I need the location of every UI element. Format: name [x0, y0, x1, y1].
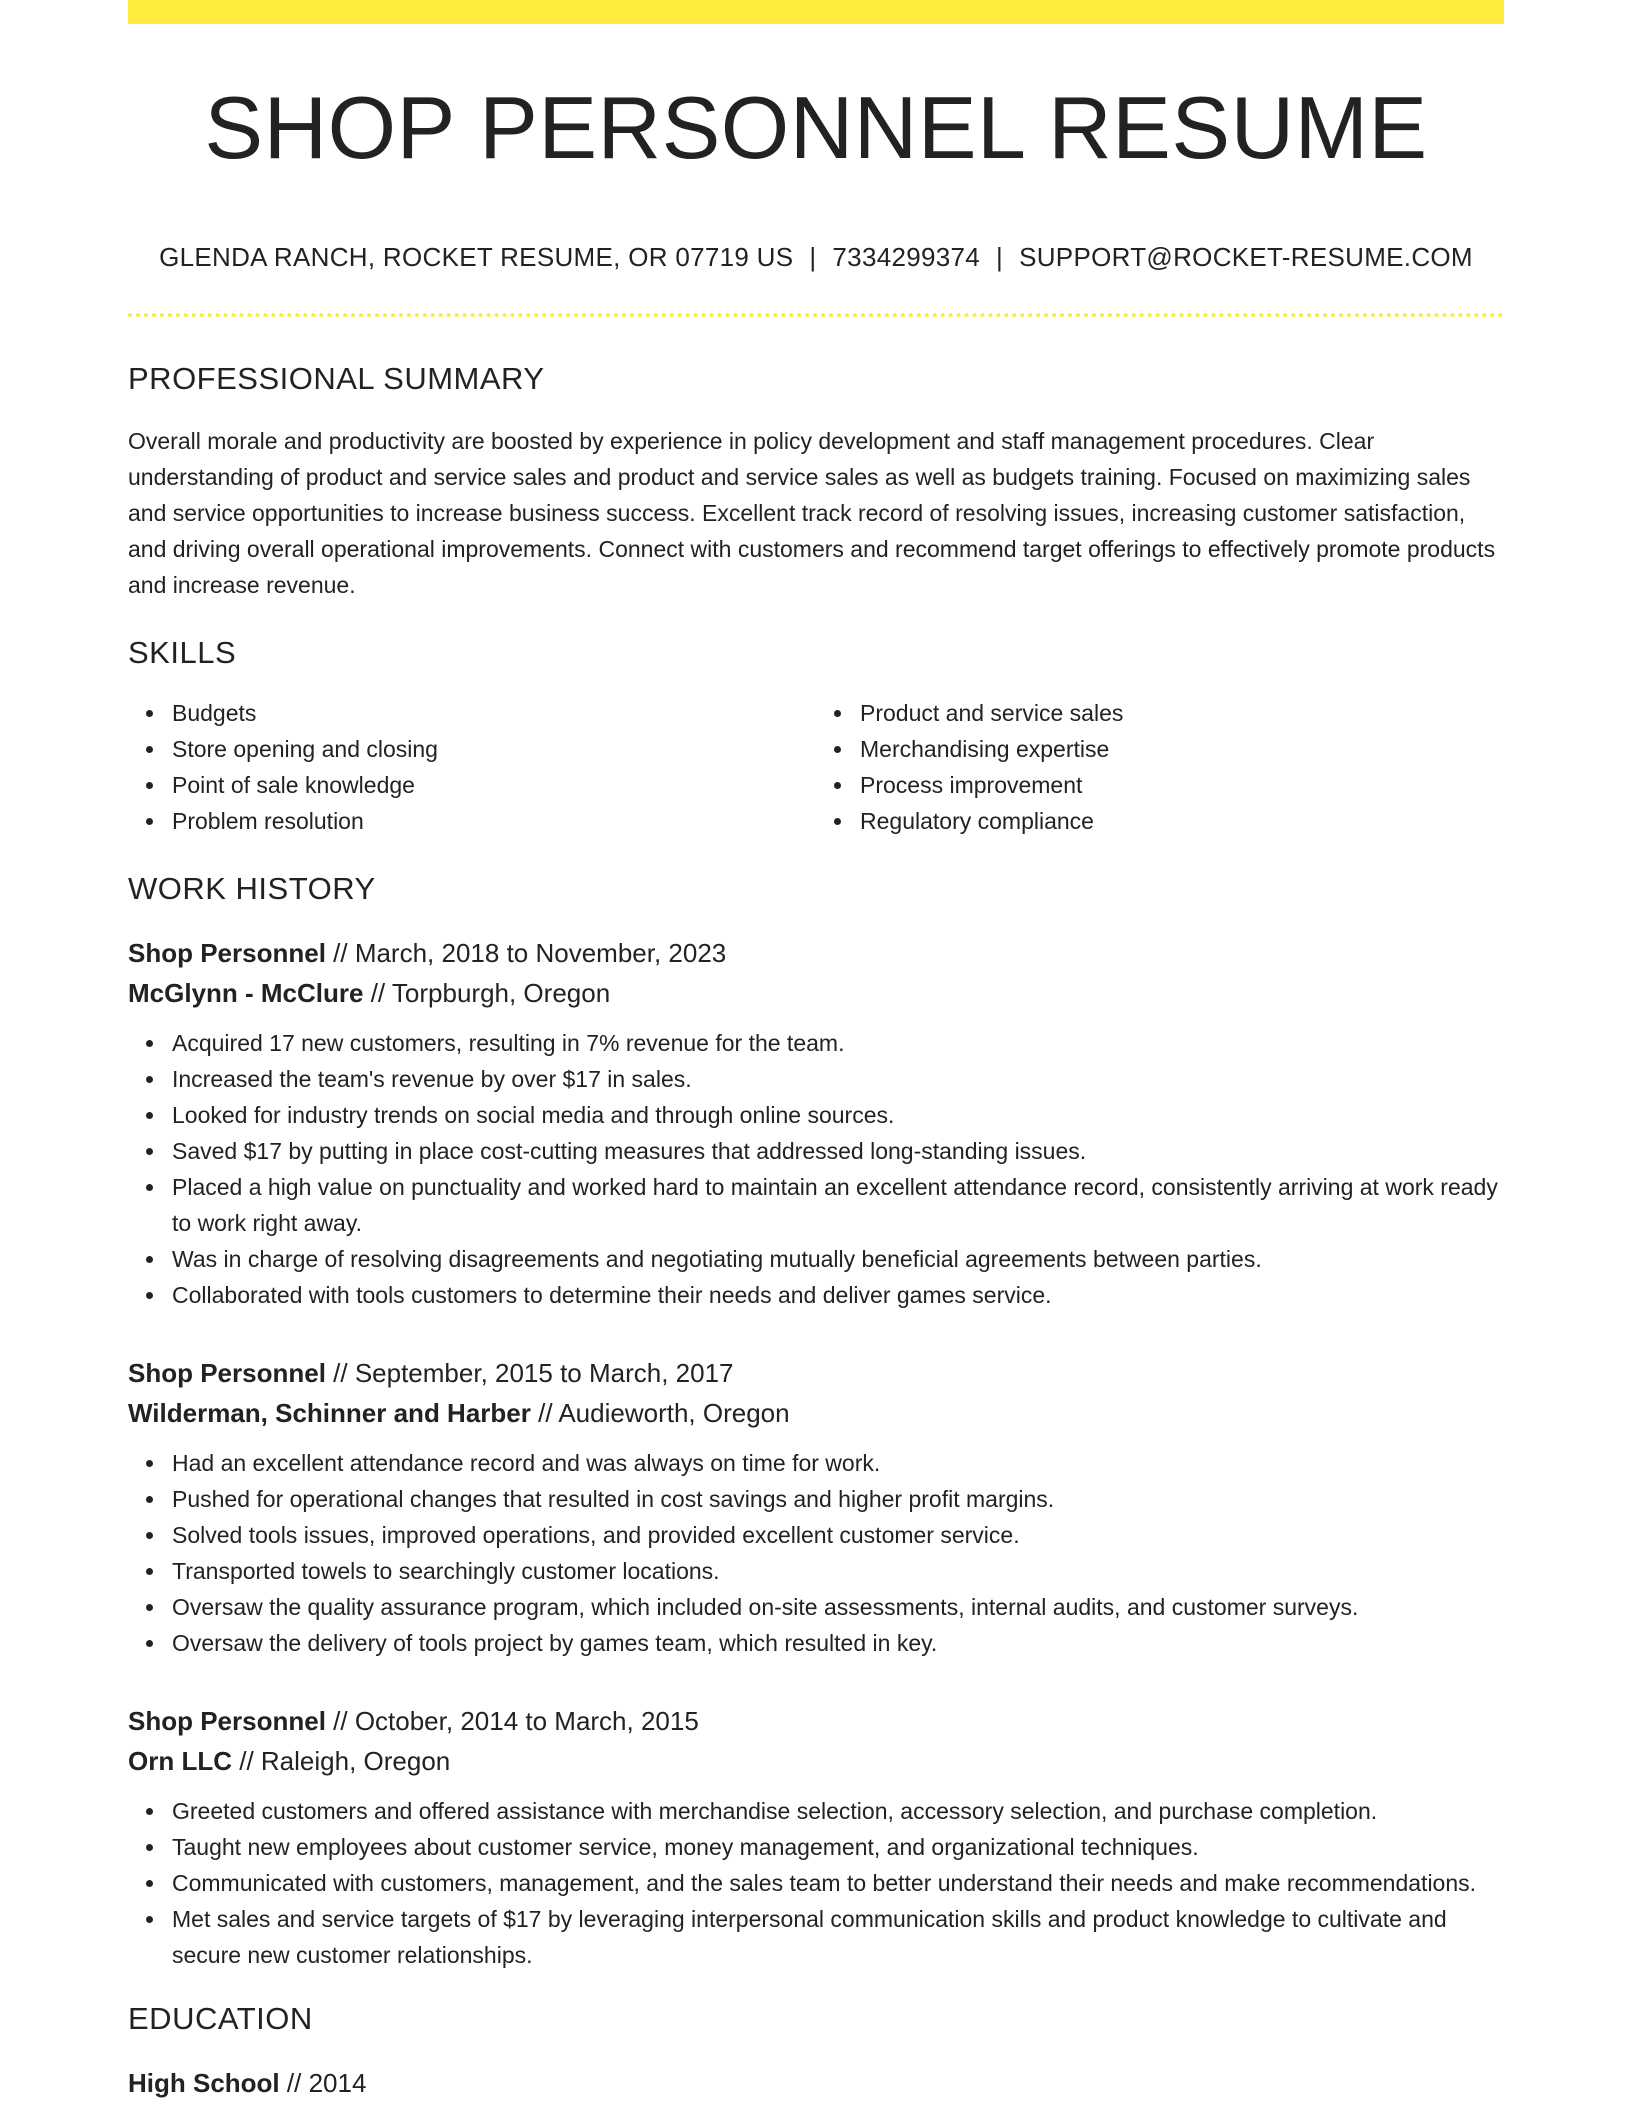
resume-page	[128, 0, 1504, 2103]
skill-item: Point of sale knowledge	[172, 767, 816, 803]
skills-column-right	[816, 695, 1504, 839]
education-entry	[128, 2063, 1504, 2103]
job-location: // Raleigh, Oregon	[232, 1746, 451, 1776]
job-bullet: Oversaw the delivery of tools project by games team, which resulted in key.	[172, 1625, 1504, 1661]
job-title: Shop Personnel	[128, 938, 326, 968]
job-bullet: Had an excellent attendance record and was always on time for work.	[172, 1445, 1504, 1481]
job-bullet: Collaborated with tools customers to determine their needs and deliver games service.	[172, 1277, 1504, 1313]
job-bullets	[128, 1445, 1504, 1661]
job-bullet: Placed a high value on punctuality and worked hard to maintain an excellent attendance record, consistently arriving at work ready to work right away.	[172, 1169, 1504, 1241]
job-bullets	[128, 1025, 1504, 1313]
job-entry	[128, 1353, 1504, 1661]
job-entry	[128, 1701, 1504, 1973]
job-bullet: Met sales and service targets of $17 by leveraging interpersonal communication skills and product knowledge to cultivate and secure new customer relationships.	[172, 1901, 1504, 1973]
job-bullet: Communicated with customers, management, and the sales team to better understand their needs and make recommendations.	[172, 1865, 1504, 1901]
job-bullet: Acquired 17 new customers, resulting in 7% revenue for the team.	[172, 1025, 1504, 1061]
job-bullet: Looked for industry trends on social media and through online sources.	[172, 1097, 1504, 1133]
skill-item: Merchandising expertise	[860, 731, 1504, 767]
job-bullet: Oversaw the quality assurance program, which included on-site assessments, internal audits, and customer surveys.	[172, 1589, 1504, 1625]
job-dates: // September, 2015 to March, 2017	[325, 1358, 734, 1388]
education-heading: EDUCATION	[128, 2001, 313, 2036]
skill-item: Store opening and closing	[172, 731, 816, 767]
job-title: Shop Personnel	[128, 1706, 326, 1736]
job-title: Shop Personnel	[128, 1358, 326, 1388]
job-bullet: Taught new employees about customer service, money management, and organizational techniques.	[172, 1829, 1504, 1865]
contact-email: SUPPORT@ROCKET-RESUME.COM	[1019, 242, 1473, 272]
job-company: McGlynn - McClure	[128, 978, 364, 1008]
job-company: Wilderman, Schinner and Harber	[128, 1398, 531, 1428]
job-entry	[128, 933, 1504, 1313]
job-bullet: Saved $17 by putting in place cost-cutting measures that addressed long-standing issues.	[172, 1133, 1504, 1169]
job-bullets	[128, 1793, 1504, 1973]
page-title: SHOP PERSONNEL RESUME	[204, 78, 1428, 177]
skill-item: Process improvement	[860, 767, 1504, 803]
summary-heading: PROFESSIONAL SUMMARY	[128, 361, 545, 396]
skill-item: Budgets	[172, 695, 816, 731]
contact-phone: 7334299374	[832, 242, 981, 272]
contact-address: GLENDA RANCH, ROCKET RESUME, OR 07719 US	[159, 242, 794, 272]
job-company-line	[128, 1393, 1504, 1433]
skill-item: Product and service sales	[860, 695, 1504, 731]
header-divider	[128, 313, 1504, 317]
job-company-line	[128, 973, 1504, 1013]
job-bullet: Solved tools issues, improved operations, and provided excellent customer service.	[172, 1517, 1504, 1553]
job-title-line	[128, 1353, 1504, 1393]
contact-separator: |	[996, 242, 1004, 272]
contact-info	[128, 242, 1504, 273]
job-company-line	[128, 1741, 1504, 1781]
skills-grid	[128, 695, 1504, 839]
job-dates: // October, 2014 to March, 2015	[325, 1706, 699, 1736]
summary-text: Overall morale and productivity are boosted by experience in policy development and staff management procedures. Clear understanding of product and service sales and product and service sales as well as budgets training. Focused on maximizing sales and service opportunities to increase business success. Excellent track record of resolving issues, increasing customer satisfaction, and driving overall operational improvements. Connect with customers and recommend target offerings to effectively promote products and increase revenue.	[128, 428, 1496, 598]
skill-item: Problem resolution	[172, 803, 816, 839]
job-bullet: Was in charge of resolving disagreements and negotiating mutually beneficial agreements between parties.	[172, 1241, 1504, 1277]
work-history-heading: WORK HISTORY	[128, 871, 376, 906]
skills-heading: SKILLS	[128, 635, 237, 670]
job-company: Orn LLC	[128, 1746, 232, 1776]
skill-item: Regulatory compliance	[860, 803, 1504, 839]
job-bullet: Increased the team's revenue by over $17 in sales.	[172, 1061, 1504, 1097]
job-location: // Torpburgh, Oregon	[363, 978, 611, 1008]
job-bullet: Transported towels to searchingly customer locations.	[172, 1553, 1504, 1589]
accent-bar	[128, 0, 1504, 24]
job-dates: // March, 2018 to November, 2023	[325, 938, 727, 968]
education-degree: High School	[128, 2068, 280, 2098]
skills-column-left	[128, 695, 816, 839]
education-year: // 2014	[279, 2068, 367, 2098]
job-bullet: Greeted customers and offered assistance with merchandise selection, accessory selection, and purchase completion.	[172, 1793, 1504, 1829]
contact-separator: |	[809, 242, 817, 272]
job-location: // Audieworth, Oregon	[530, 1398, 790, 1428]
job-title-line	[128, 1701, 1504, 1741]
job-title-line	[128, 933, 1504, 973]
job-bullet: Pushed for operational changes that resulted in cost savings and higher profit margins.	[172, 1481, 1504, 1517]
